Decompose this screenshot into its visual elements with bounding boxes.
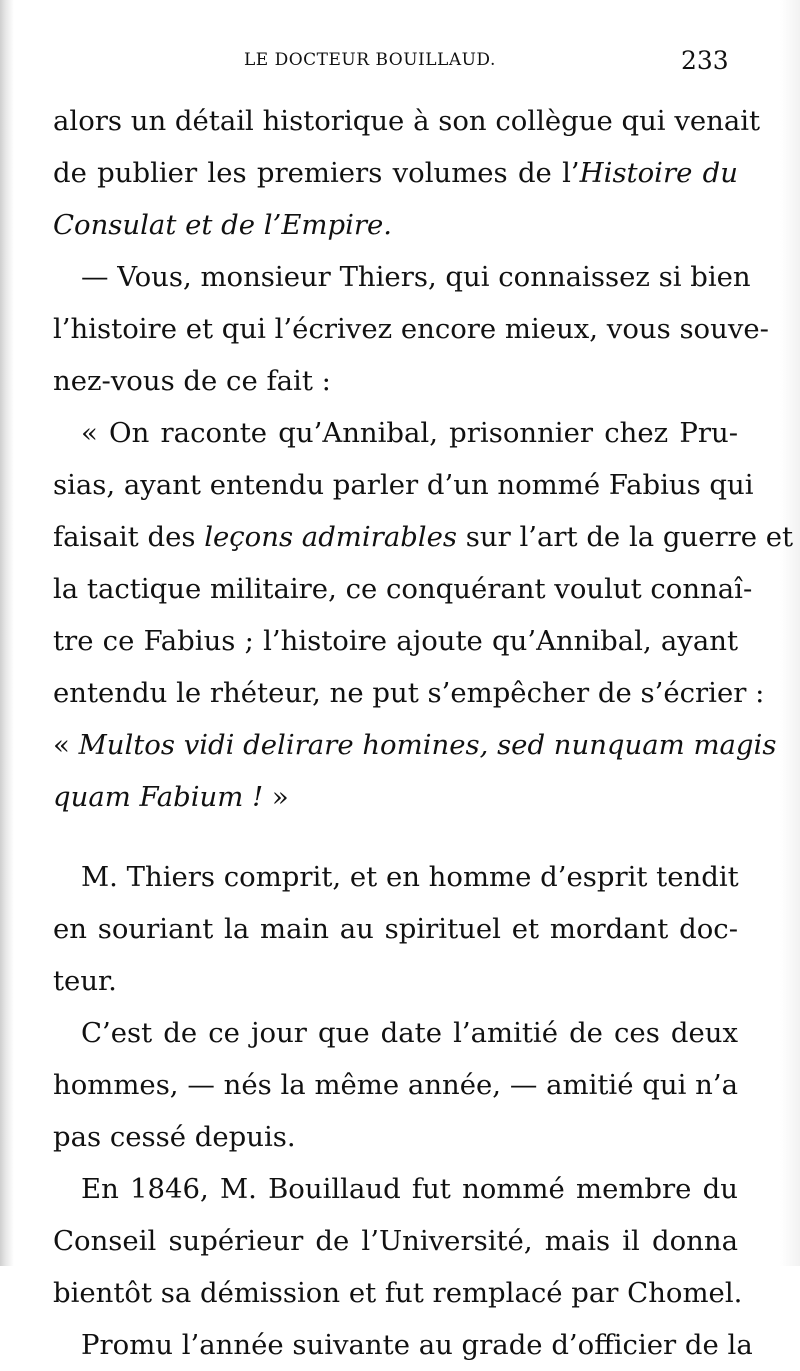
running-title: LE DOCTEUR BOUILLAUD. [244,50,496,70]
italic-text: Multos vidi delirare homines, sed nunquam magis [78,729,777,761]
text-run: sur l’art de la guerre et [457,521,794,553]
text-line [53,1215,738,1267]
text-line [53,615,738,667]
paragraph [53,1319,753,1371]
body-text [53,95,794,1371]
text-run: faisait des [53,521,205,553]
text-run: En 1846, M. Bouillaud fut nommé membre du [81,1173,738,1205]
text-run: tre ce Fabius ; l’histoire ajoute qu’Annibal, ayant [53,625,738,657]
paragraph [53,95,761,251]
text-line [53,511,794,563]
text-run: « On raconte qu’Annibal, prisonnier chez Pru- [81,417,738,449]
text-run: bientôt sa démission et fut remplacé par Chomel. [53,1277,743,1309]
text-run: entendu le rhéteur, ne put s’empêcher de s’écrier : [53,677,765,709]
text-line [53,459,754,511]
text-run: l’histoire et qui l’écrivez encore mieux, vous souve- [53,313,769,345]
italic-text: Histoire du [579,157,738,189]
text-run: hommes, — nés la même année, — amitié qui n’a [53,1069,738,1101]
paragraph [53,1163,743,1319]
text-line [53,199,738,251]
text-line [53,955,738,1007]
text-line [53,147,738,199]
text-line [53,1163,738,1215]
italic-text: Consulat et de l’Empire. [53,209,393,241]
text-run: » [263,781,289,813]
text-line [53,719,777,771]
text-run: de publier les premiers volumes de l’ [53,157,580,189]
paragraph [53,407,794,823]
text-line [53,851,738,903]
page-header [0,44,800,80]
italic-text: quam Fabium ! [53,781,264,813]
text-run: pas cessé depuis. [53,1121,296,1153]
text-line [53,355,738,407]
paragraph-gap [53,823,738,851]
text-line [53,771,738,823]
text-line [53,1267,743,1319]
paragraph [53,851,738,1007]
text-run: C’est de ce jour que date l’amitié de ces deux [81,1017,738,1049]
text-line [53,563,753,615]
text-line [53,251,751,303]
text-run: sias, ayant entendu parler d’un nommé Fabius qui [53,469,754,501]
text-run: Conseil supérieur de l’Université, mais il donna [53,1225,738,1257]
text-run: teur. [53,965,117,997]
text-line [53,1007,738,1059]
text-line [53,667,765,719]
text-line [53,1319,753,1371]
page-number: 233 [681,46,729,75]
text-run: en souriant la main au spirituel et mordant doc- [53,913,738,945]
text-run: M. Thiers comprit, et en homme d’esprit tendit [81,861,739,893]
paragraph [53,1007,738,1163]
text-line [53,407,738,459]
text-run: nez-vous de ce fait : [53,365,331,397]
paragraph [53,251,769,407]
text-line [53,303,769,355]
text-run: la tactique militaire, ce conquérant voulut connaî- [53,573,753,605]
text-line [53,95,761,147]
text-run: « [53,729,79,761]
text-run: Promu l’année suivante au grade d’officier de la [81,1329,753,1361]
italic-text: leçons admirables [204,521,457,553]
text-run: — Vous, monsieur Thiers, qui connaissez si bien [81,261,751,293]
text-run: alors un détail historique à son collègue qui venait [53,105,761,137]
text-line [53,903,738,955]
text-line [53,1059,738,1111]
text-line [53,1111,738,1163]
